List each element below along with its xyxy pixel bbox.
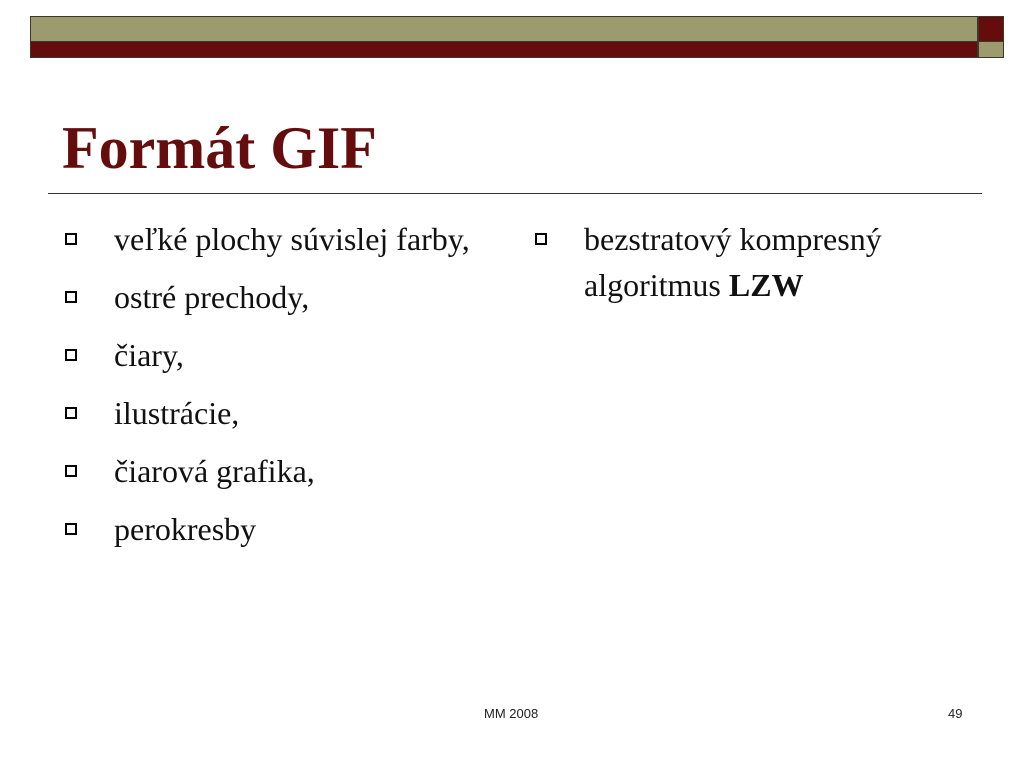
corner-decoration [978, 16, 1004, 58]
hollow-square-icon [535, 233, 547, 245]
bullet-text: veľké plochy súvislej farby, [114, 221, 470, 257]
hollow-square-icon [65, 465, 77, 477]
top-banner-maroon-band [31, 42, 977, 57]
bullet-text: perokresby [114, 511, 257, 547]
bullet-text: čiarová grafika, [114, 453, 315, 489]
footer-label: MM 2008 [484, 706, 539, 721]
bullet-text: čiary, [114, 337, 184, 373]
bullet-text: bezstratový kompresný algoritmus [584, 221, 882, 303]
bullet-text: ostré prechody, [114, 279, 310, 315]
hollow-square-icon [65, 291, 77, 303]
corner-maroon-square [979, 17, 1003, 42]
bullet-item [64, 332, 474, 378]
hollow-square-icon [65, 407, 77, 419]
top-banner-olive-band [31, 17, 977, 42]
title-divider [48, 193, 982, 194]
page-number: 49 [948, 706, 963, 721]
right-bullet-list [534, 216, 974, 320]
hollow-square-icon [65, 349, 77, 361]
top-banner [30, 16, 978, 58]
bullet-bold-term: LZW [728, 267, 804, 303]
bullet-item [534, 216, 974, 308]
corner-olive-square [979, 42, 1003, 57]
bullet-text: ilustrácie, [114, 395, 240, 431]
bullet-item [64, 274, 474, 320]
bullet-item [64, 216, 474, 262]
bullet-item [64, 448, 474, 494]
bullet-item [64, 390, 474, 436]
bullet-item [64, 506, 474, 552]
slide-title: Formát GIF [62, 115, 377, 181]
left-bullet-list [64, 216, 474, 564]
hollow-square-icon [65, 523, 77, 535]
hollow-square-icon [65, 233, 77, 245]
